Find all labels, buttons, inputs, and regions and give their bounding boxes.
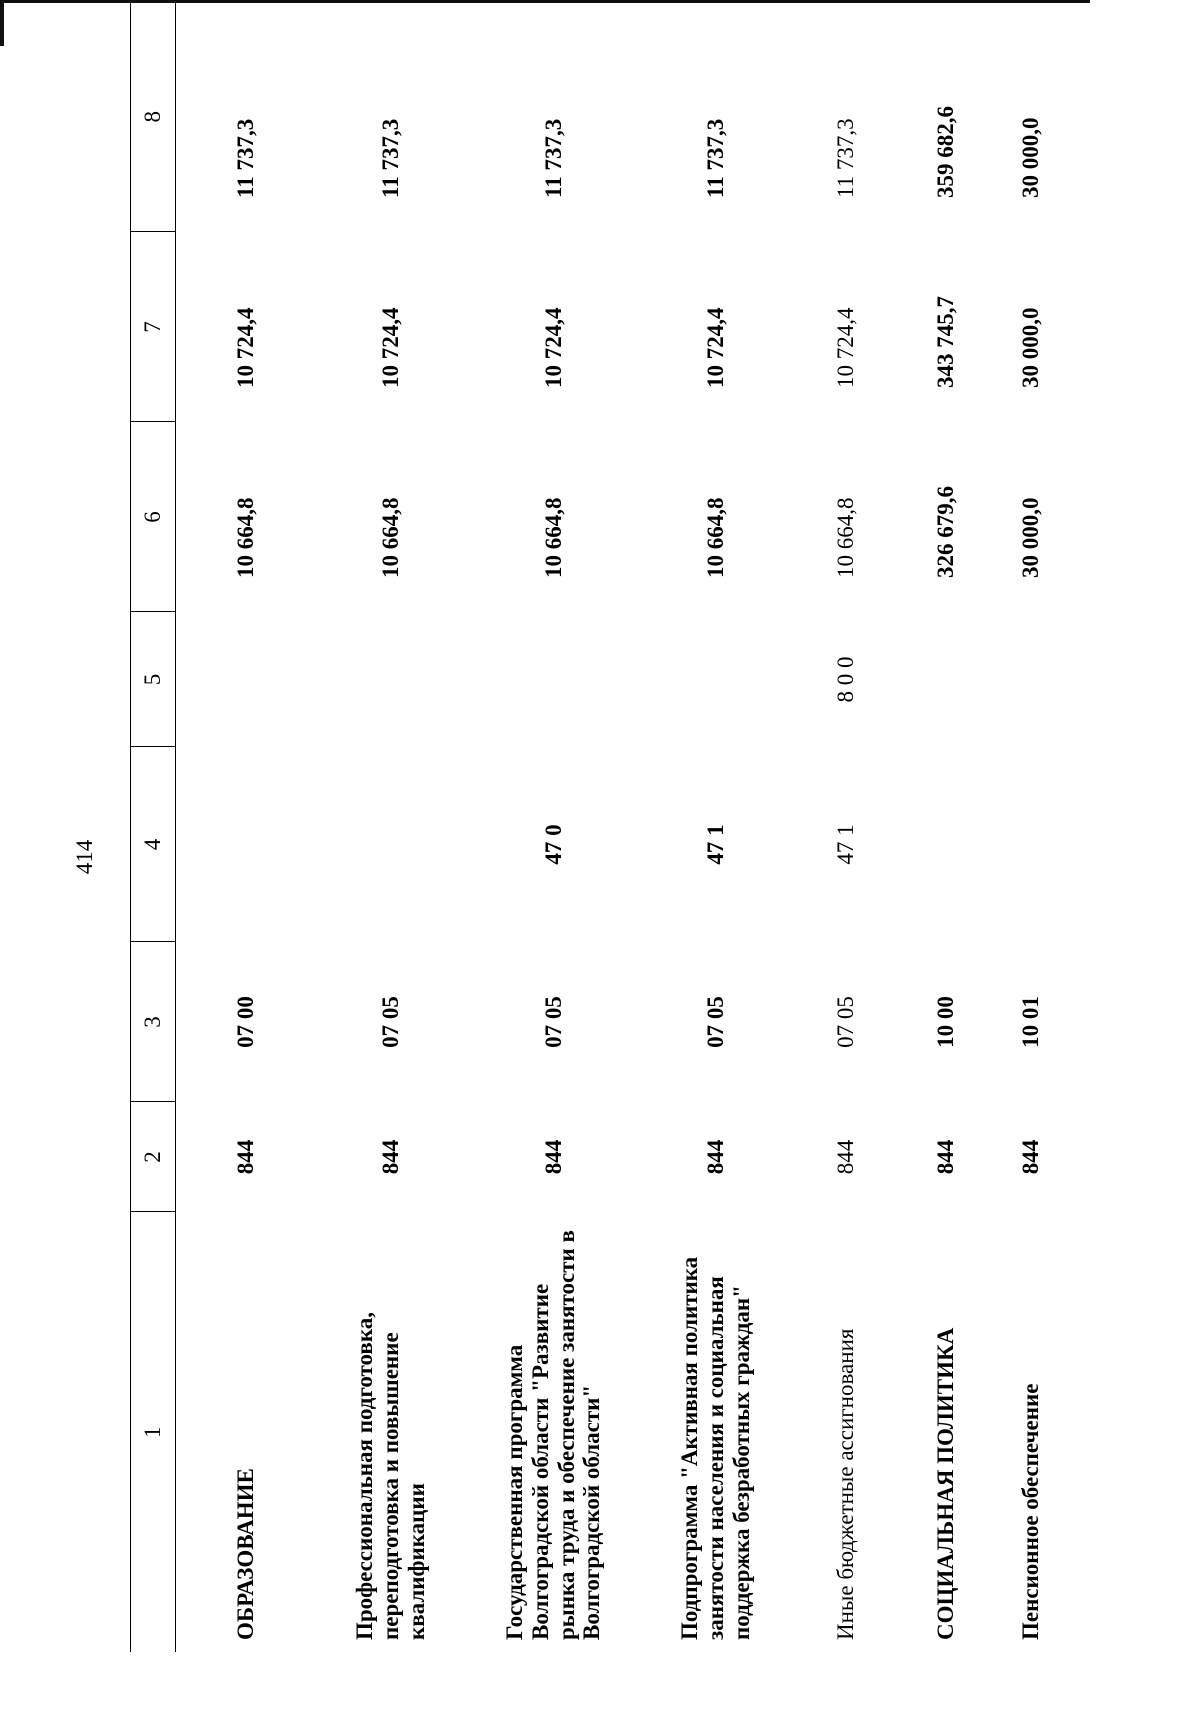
row-amount-6: 10 664,8 bbox=[540, 497, 566, 578]
row-ministry-code: 844 bbox=[1018, 1139, 1043, 1175]
row-section-code: 07 05 bbox=[703, 996, 728, 1048]
row-target-code bbox=[901, 747, 991, 942]
row-target-code bbox=[991, 747, 1071, 942]
table-row bbox=[991, 2, 1071, 1652]
row-ministry-code: 844 bbox=[703, 1139, 728, 1175]
column-header-3: 3 bbox=[131, 942, 176, 1102]
row-amount-6: 10 664,8 bbox=[833, 497, 858, 578]
row-amount-7: 343 745,7 bbox=[933, 296, 958, 388]
row-target-code: 47 1 bbox=[833, 824, 858, 865]
row-amount-8: 11 737,3 bbox=[703, 118, 728, 198]
row-ministry-code: 844 bbox=[378, 1139, 403, 1175]
table-row bbox=[641, 2, 791, 1652]
row-amount-7: 10 724,4 bbox=[703, 307, 728, 388]
row-amount-6: 10 664,8 bbox=[233, 497, 258, 578]
column-header-5: 5 bbox=[131, 612, 176, 747]
row-target-code: 47 1 bbox=[703, 824, 728, 865]
row-expense-type bbox=[901, 612, 991, 747]
table-row bbox=[316, 2, 466, 1652]
row-name: Пенсионное обеспечение bbox=[1018, 1383, 1044, 1640]
row-amount-6: 30 000,0 bbox=[1018, 497, 1043, 578]
scan-edge-left bbox=[0, 0, 4, 46]
row-amount-6: 10 664,8 bbox=[703, 497, 728, 578]
row-amount-8: 359 682,6 bbox=[933, 106, 958, 198]
row-amount-7: 10 724,4 bbox=[378, 307, 403, 388]
row-expense-type bbox=[316, 612, 466, 747]
row-amount-8: 11 737,3 bbox=[833, 118, 858, 198]
row-amount-7: 10 724,4 bbox=[233, 307, 258, 388]
table-row bbox=[466, 2, 641, 1652]
row-amount-8: 11 737,3 bbox=[378, 118, 403, 198]
row-ministry-code: 844 bbox=[233, 1139, 258, 1175]
row-name: Иные бюджетные ассигнования bbox=[833, 1328, 859, 1640]
column-header-8: 8 bbox=[131, 2, 176, 232]
row-name: Государственная программа Волгоградской области "Развитие рынка труда и обеспечение занятости в Волгоградской области" bbox=[502, 1230, 605, 1640]
row-name: СОЦИАЛЬНАЯ ПОЛИТИКА bbox=[933, 1327, 959, 1640]
row-section-code: 07 05 bbox=[540, 996, 566, 1048]
row-section-code: 07 05 bbox=[378, 996, 403, 1048]
row-section-code: 07 00 bbox=[233, 996, 258, 1048]
row-amount-7: 30 000,0 bbox=[1018, 307, 1043, 388]
row-amount-8: 11 737,3 bbox=[540, 118, 566, 198]
rotated-page bbox=[72, 62, 1100, 1652]
row-target-code bbox=[316, 747, 466, 942]
budget-table bbox=[130, 2, 1071, 1652]
column-header-6: 6 bbox=[131, 422, 176, 612]
row-section-code: 10 00 bbox=[933, 996, 958, 1048]
row-expense-type: 8 0 0 bbox=[833, 656, 858, 703]
row-expense-type bbox=[991, 612, 1071, 747]
row-amount-6: 10 664,8 bbox=[378, 497, 403, 578]
row-expense-type bbox=[641, 612, 791, 747]
column-header-4: 4 bbox=[131, 747, 176, 942]
row-name: Подпрограмма "Активная политика занятости населения и социальная поддержка безработных граждан" bbox=[677, 1256, 754, 1640]
row-amount-6: 326 679,6 bbox=[933, 486, 958, 578]
row-target-code: 47 0 bbox=[540, 824, 566, 865]
table-row bbox=[176, 2, 317, 1652]
row-name: ОБРАЗОВАНИЕ bbox=[233, 1468, 259, 1640]
row-ministry-code: 844 bbox=[833, 1139, 858, 1175]
column-header-7: 7 bbox=[131, 232, 176, 422]
table-row bbox=[901, 2, 991, 1652]
page-number: 414 bbox=[72, 839, 97, 875]
header-row bbox=[131, 2, 176, 1652]
column-header-1: 1 bbox=[131, 1212, 176, 1652]
row-section-code: 07 05 bbox=[833, 996, 858, 1048]
row-amount-8: 11 737,3 bbox=[233, 118, 258, 198]
row-target-code bbox=[176, 747, 317, 942]
row-amount-7: 10 724,4 bbox=[833, 307, 858, 388]
row-ministry-code: 844 bbox=[933, 1139, 958, 1175]
row-section-code: 10 01 bbox=[1018, 996, 1043, 1048]
row-expense-type bbox=[466, 612, 641, 747]
column-header-2: 2 bbox=[131, 1102, 176, 1212]
row-name: Профессиональная подготовка, переподготовка и повышение квалификации bbox=[352, 1311, 429, 1640]
row-amount-7: 10 724,4 bbox=[540, 307, 566, 388]
row-amount-8: 30 000,0 bbox=[1018, 117, 1043, 198]
row-ministry-code: 844 bbox=[540, 1139, 566, 1175]
row-expense-type bbox=[176, 612, 317, 747]
table-row bbox=[791, 2, 901, 1652]
